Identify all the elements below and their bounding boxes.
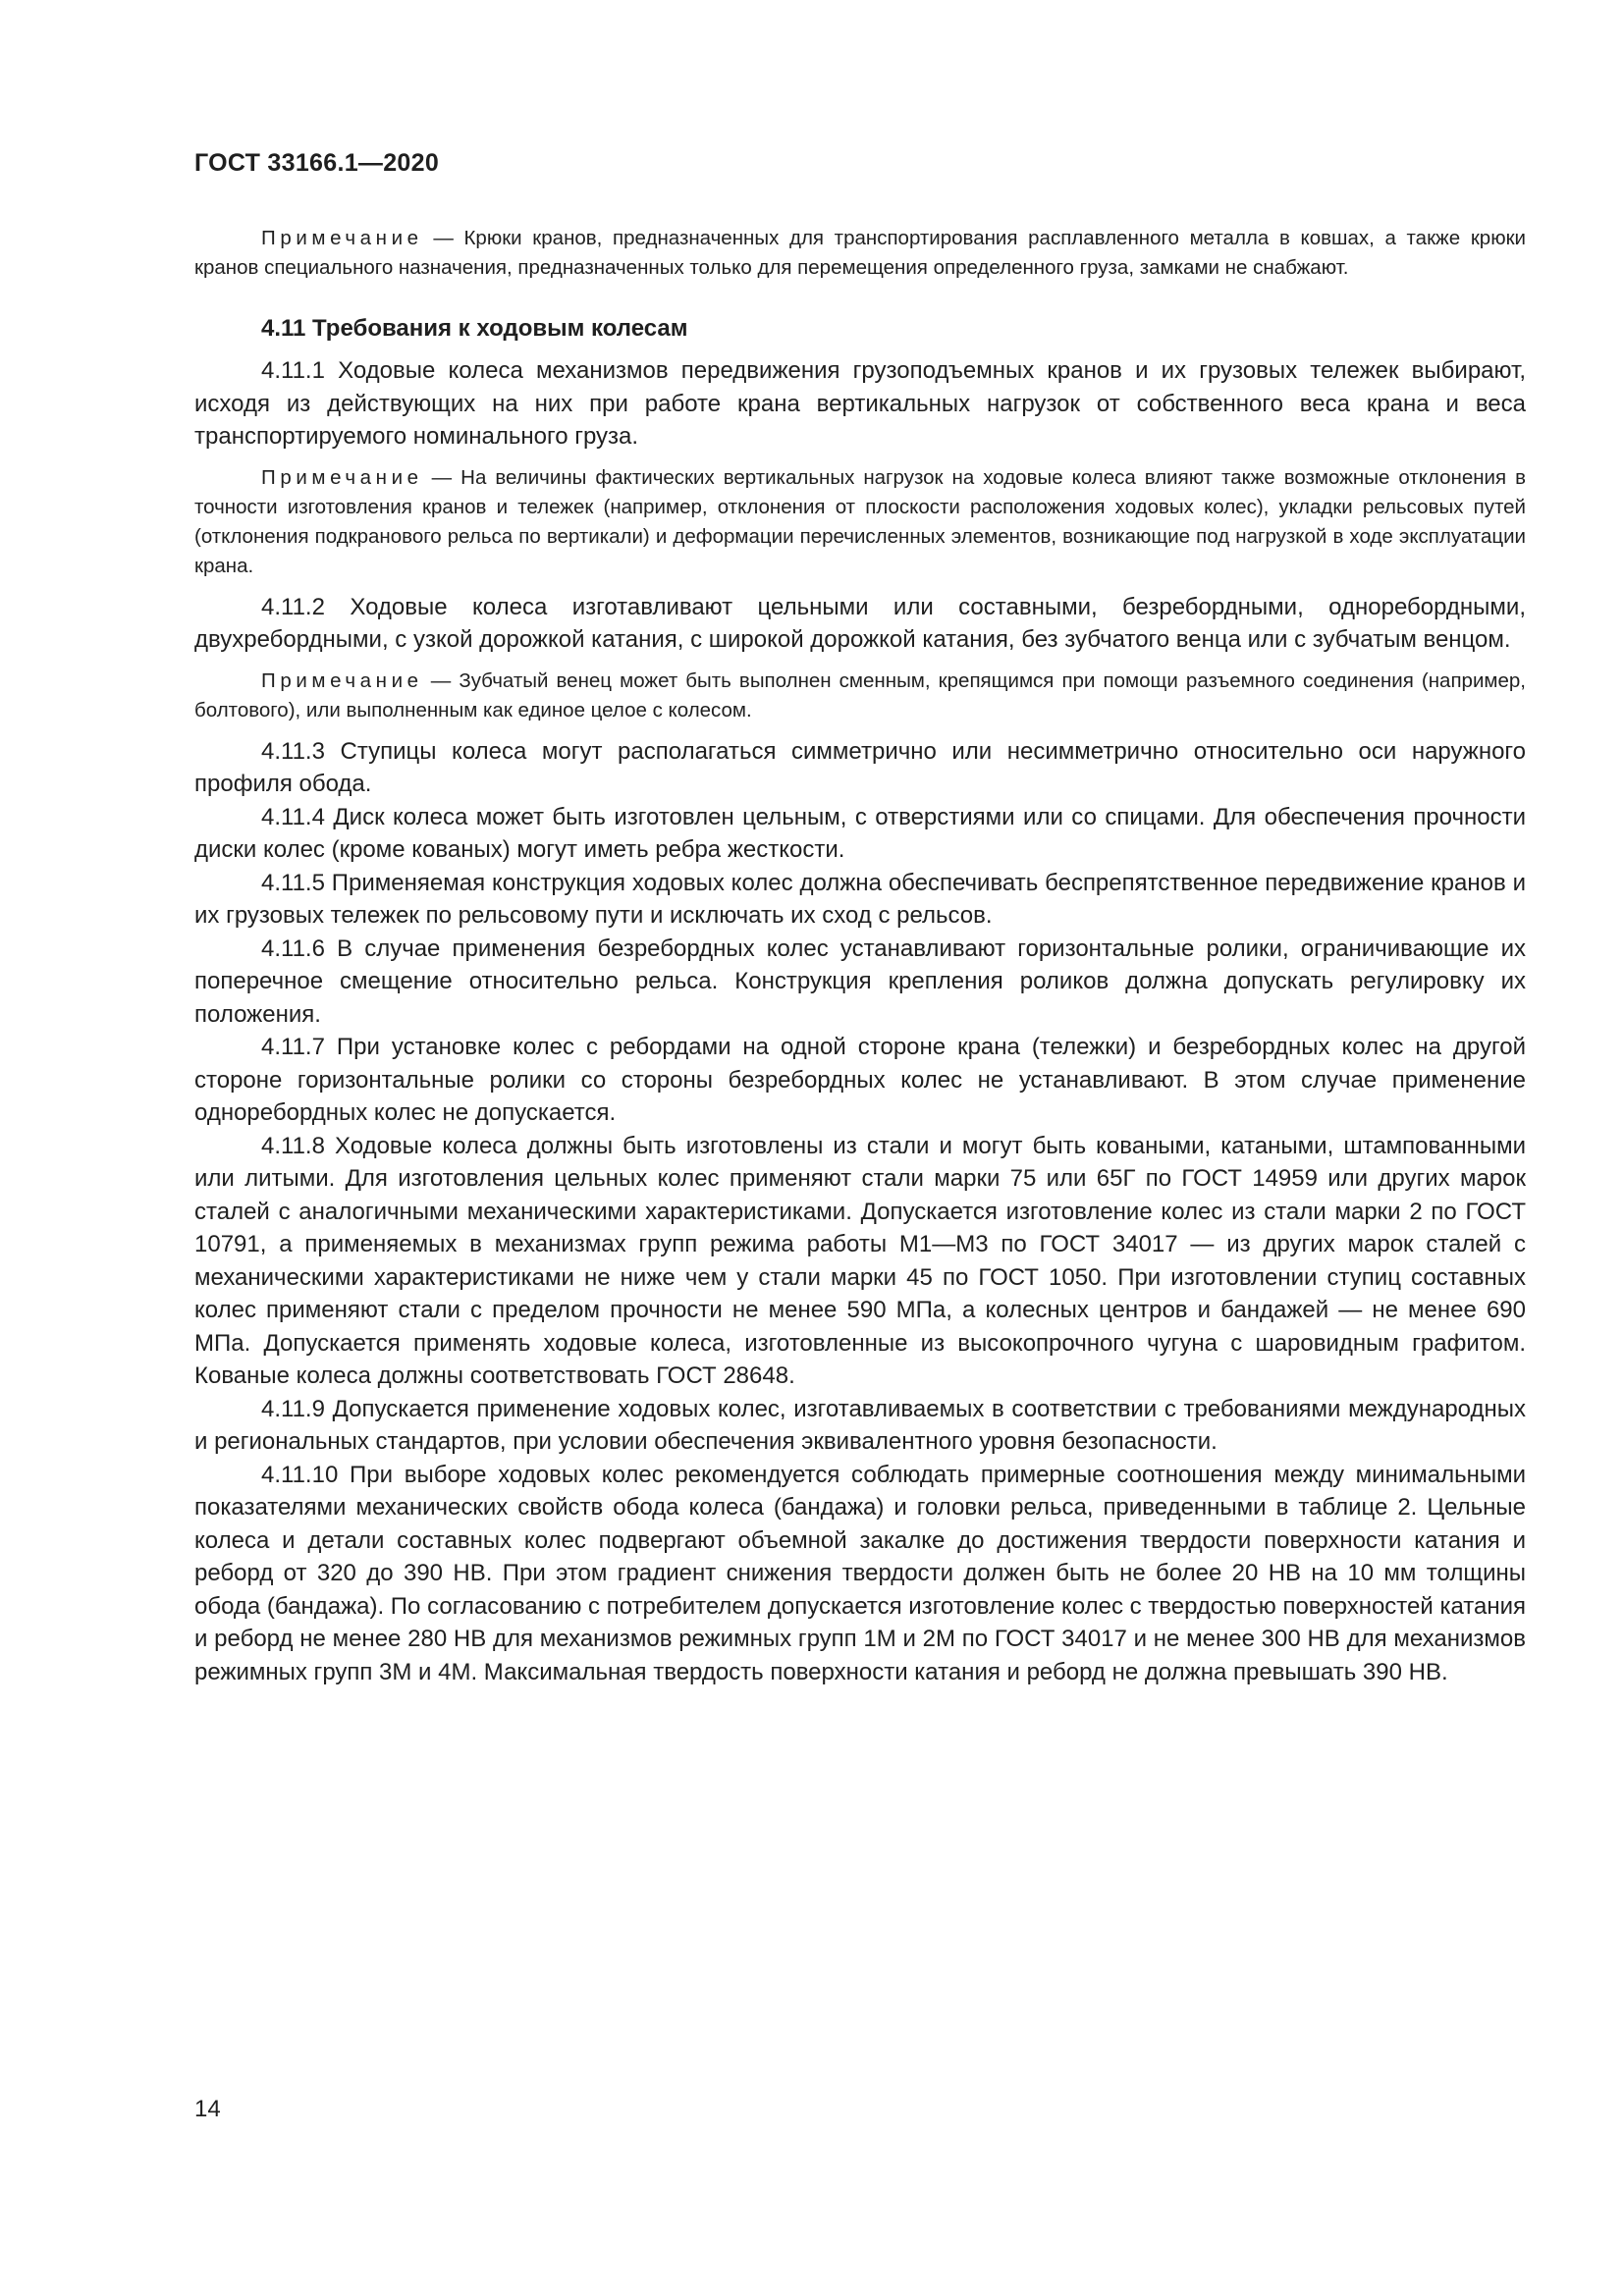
paragraph-4-11-1: 4.11.1 Ходовые колеса механизмов передвижения грузоподъемных кранов и их грузовых тележек выбирают, исходя из действующих на них при работе крана вертикальных нагрузок от собственного веса крана и веса транспортируемого номинального груза.	[194, 357, 1526, 450]
paragraph-4-11-8: 4.11.8 Ходовые колеса должны быть изготовлены из стали и могут быть коваными, катаными, штампованными или литыми. Для изготовления цельных колес применяют стали марки 75 или 65Г по ГОСТ 14959 или других марок сталей с аналогичными механическими характеристиками. Допускается изготовление колес из стали марки 2 по ГОСТ 10791, а применяемых в механизмах групп режима работы М1—М3 по ГОСТ 34017 — из других марок сталей с механическими характеристиками не ниже чем у стали марки 45 по ГОСТ 1050. При изготовлении ступиц составных колес применяют стали с пределом прочности не менее 590 МПа, а колесных центров и бандажей — не менее 690 МПа. Допускается применять ходовые колеса, изготовленные из высокопрочного чугуна с шаровидным графитом. Кованые колеса должны соответствовать ГОСТ 28648.	[194, 1132, 1526, 1389]
paragraph-4-11-2: 4.11.2 Ходовые колеса изготавливают цельными или составными, безребордными, одноребордными, двухребордными, с узкой дорожкой катания, с широкой дорожкой катания, без зубчатого венца или с зубчатым венцом.	[194, 593, 1526, 653]
paragraph-4-11-4: 4.11.4 Диск колеса может быть изготовлен цельным, с отверстиями или со спицами. Для обеспечения прочности диски колес (кроме кованых) могут иметь ребра жесткости.	[194, 803, 1526, 863]
note-label: Примечание	[261, 227, 423, 249]
note-label: Примечание	[261, 465, 423, 489]
document-page	[194, 0, 1526, 2296]
note-text: — На величины фактических вертикальных нагрузок на ходовые колеса влияют также возможные отклонения в точности изготовления кранов и тележек (например, отклонения от плоскости расположения ходовых колес), укладки рельсовых путей (отклонения подкранового рельса по вертикали) и деформации перечисленных элементов, возникающие под нагрузкой в ходе эксплуатации крана.	[194, 465, 1526, 577]
document-code-header: ГОСТ 33166.1—2020	[194, 149, 440, 177]
paragraph-4-11-10: 4.11.10 При выборе ходовых колес рекомендуется соблюдать примерные соотношения между минимальными показателями механических свойств обода колеса (бандажа) и головки рельса, приведенными в таблице 2. Цельные колеса и детали составных колес подвергают объемной закалке до достижения твердости поверхности катания и реборд от 320 до 390 НВ. При этом градиент снижения твердости должен быть не более 20 НВ на 10 мм толщины обода (бандажа). По согласованию с потребителем допускается изготовление колес с твердостью поверхностей катания и реборд не менее 280 НВ для механизмов режимных групп 1М и 2М по ГОСТ 34017 и не менее 300 НВ для механизмов режимных групп 3М и 4М. Максимальная твердость поверхности катания и реборд не должна превышать 390 НВ.	[194, 1461, 1527, 1685]
page-content	[194, 224, 1526, 1688]
paragraph-4-11-5: 4.11.5 Применяемая конструкция ходовых колес должна обеспечивать беспрепятственное передвижение кранов и их грузовых тележек по рельсовому пути и исключать их сход с рельсов.	[194, 869, 1526, 929]
page-number: 14	[194, 2096, 221, 2122]
note-label: Примечание	[261, 668, 423, 692]
note-text: — Зубчатый венец может быть выполнен сменным, крепящимся при помощи разъемного соединения (например, болтового), или выполненным как единое целое с колесом.	[194, 668, 1526, 721]
note-text: — Крюки кранов, предназначенных для транспортирования расплавленного металла в ковшах, а также крюки кранов специального назначения, предназначенных только для перемещения определенного груза, замками не снабжают.	[194, 227, 1526, 279]
paragraph-4-11-9: 4.11.9 Допускается применение ходовых колес, изготавливаемых в соответствии с требованиями международных и региональных стандартов, при условии обеспечения эквивалентного уровня безопасности.	[194, 1395, 1526, 1455]
note-gear-rim	[194, 667, 1526, 725]
note-vertical-loads	[194, 463, 1526, 581]
note-hooks	[194, 224, 1526, 283]
paragraph-4-11-3: 4.11.3 Ступицы колеса могут располагаться симметрично или несимметрично относительно оси наружного профиля обода.	[194, 737, 1526, 797]
paragraph-4-11-7: 4.11.7 При установке колес с ребордами на одной стороне крана (тележки) и безребордных колес на другой стороне горизонтальные ролики со стороны безребордных колес не устанавливают. В этом случае применение одноребордных колес не допускается.	[194, 1034, 1526, 1126]
section-heading-4-11: 4.11 Требования к ходовым колесам	[261, 315, 688, 342]
paragraph-4-11-6: 4.11.6 В случае применения безребордных колес устанавливают горизонтальные ролики, ограничивающие их поперечное смещение относительно рельса. Конструкция крепления роликов должна допускать регулировку их положения.	[194, 934, 1526, 1028]
